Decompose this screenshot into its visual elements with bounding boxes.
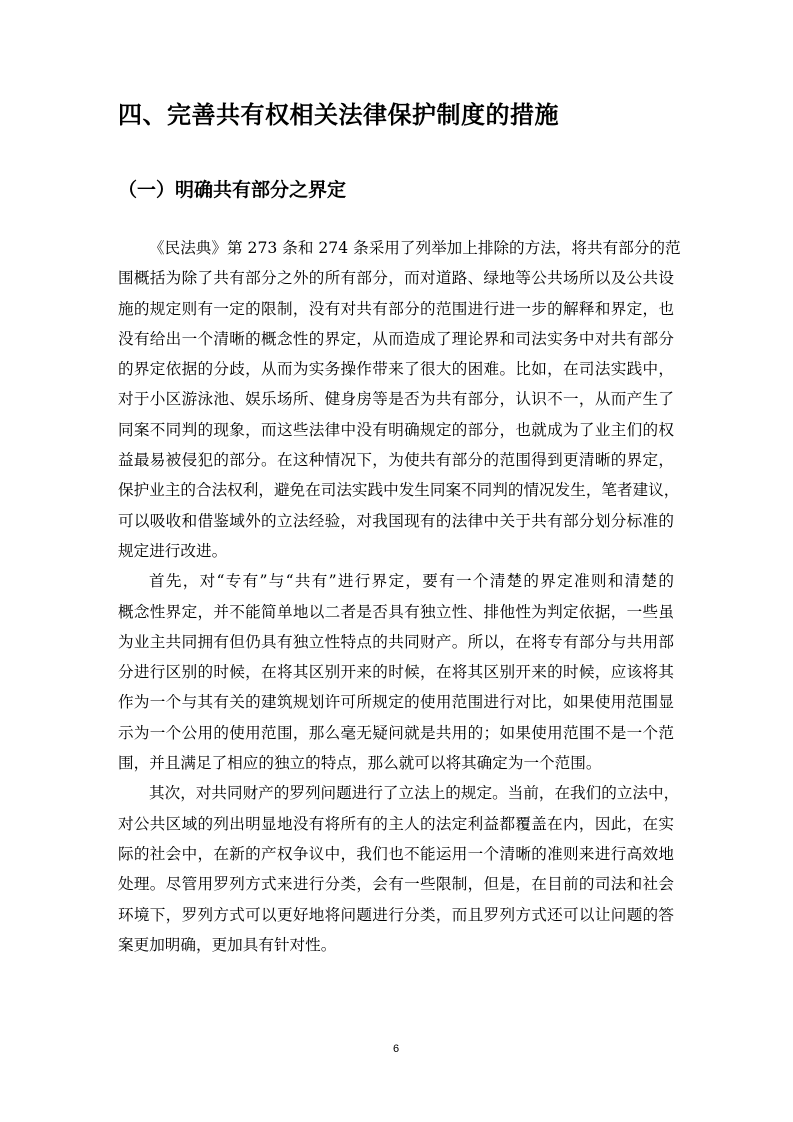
text-line: 益最易被侵犯的部分。在这种情况下，为使共有部分的范围得到更清晰的界定， xyxy=(118,451,674,470)
section-heading: 四、完善共有权相关法律保护制度的措施 xyxy=(118,101,559,129)
body-text xyxy=(118,233,681,960)
text-line: 施的规定则有一定的限制，没有对共有部分的范围进行进一步的解释和界定，也 xyxy=(118,299,674,318)
text-line: 同案不同判的现象，而这些法律中没有明确规定的部分，也就成为了业主们的权 xyxy=(118,420,674,439)
paragraph xyxy=(118,233,681,566)
text-line: 保护业主的合法权利，避免在司法实践中发生同案不同判的情况发生，笔者建议， xyxy=(118,481,680,500)
paragraph xyxy=(118,566,674,778)
text-line: 首先，对“专有”与“共有”进行界定，要有一个清楚的界定准则和清楚的 xyxy=(149,572,674,591)
text-line: 围，并且满足了相应的独立的特点，那么就可以将其确定为一个范围。 xyxy=(118,754,602,773)
text-line: 没有给出一个清晰的概念性的界定，从而造成了理论界和司法实务中对共有部分 xyxy=(118,329,674,348)
page-number: 6 xyxy=(392,1043,400,1055)
text-line: 《民法典》第 273 条和 274 条采用了列举加上排除的方法，将共有部分的范 xyxy=(149,239,681,257)
text-line: 对公共区域的列出明显地没有将所有的主人的法定利益都覆盖在内，因此，在实 xyxy=(118,814,674,833)
text-line: 分进行区别的时候，在将其区别开来的时候，在将其区别开来的时候，应该将其 xyxy=(118,663,674,682)
text-line: 环境下，罗列方式可以更好地将问题进行分类，而且罗列方式还可以让问题的答 xyxy=(118,905,674,924)
text-line: 概念性界定，并不能简单地以二者是否具有独立性、排他性为判定依据，一些虽 xyxy=(118,602,674,621)
text-line: 际的社会中，在新的产权争议中，我们也不能运用一个清晰的准则来进行高效地 xyxy=(118,844,674,863)
text-line: 处理。尽管用罗列方式来进行分类，会有一些限制，但是，在目前的司法和社会 xyxy=(118,875,674,894)
text-line: 对于小区游泳池、娱乐场所、健身房等是否为共有部分，认识不一，从而产生了 xyxy=(118,390,674,409)
text-line: 示为一个公用的使用范围，那么毫无疑问就是共用的；如果使用范围不是一个范 xyxy=(118,723,674,742)
text-line: 围概括为除了共有部分之外的所有部分，而对道路、绿地等公共场所以及公共设 xyxy=(118,269,674,288)
text-line: 为业主共同拥有但仍具有独立性特点的共同财产。所以，在将专有部分与共用部 xyxy=(118,632,674,651)
text-line: 案更加明确，更加具有针对性。 xyxy=(118,935,337,954)
text-line: 可以吸收和借鉴域外的立法经验，对我国现有的法律中关于共有部分划分标准的 xyxy=(118,511,674,530)
text-line: 规定进行改进。 xyxy=(118,541,228,560)
subsection-heading: （一）明确共有部分之界定 xyxy=(118,179,347,201)
text-line: 的界定依据的分歧，从而为实务操作带来了很大的困难。比如，在司法实践中， xyxy=(118,360,674,379)
text-line: 作为一个与其有关的建筑规划许可所规定的使用范围进行对比，如果使用范围显 xyxy=(118,693,674,712)
paragraph xyxy=(118,778,680,960)
text-line: 其次，对共同财产的罗列问题进行了立法上的规定。当前，在我们的立法中， xyxy=(149,784,680,803)
